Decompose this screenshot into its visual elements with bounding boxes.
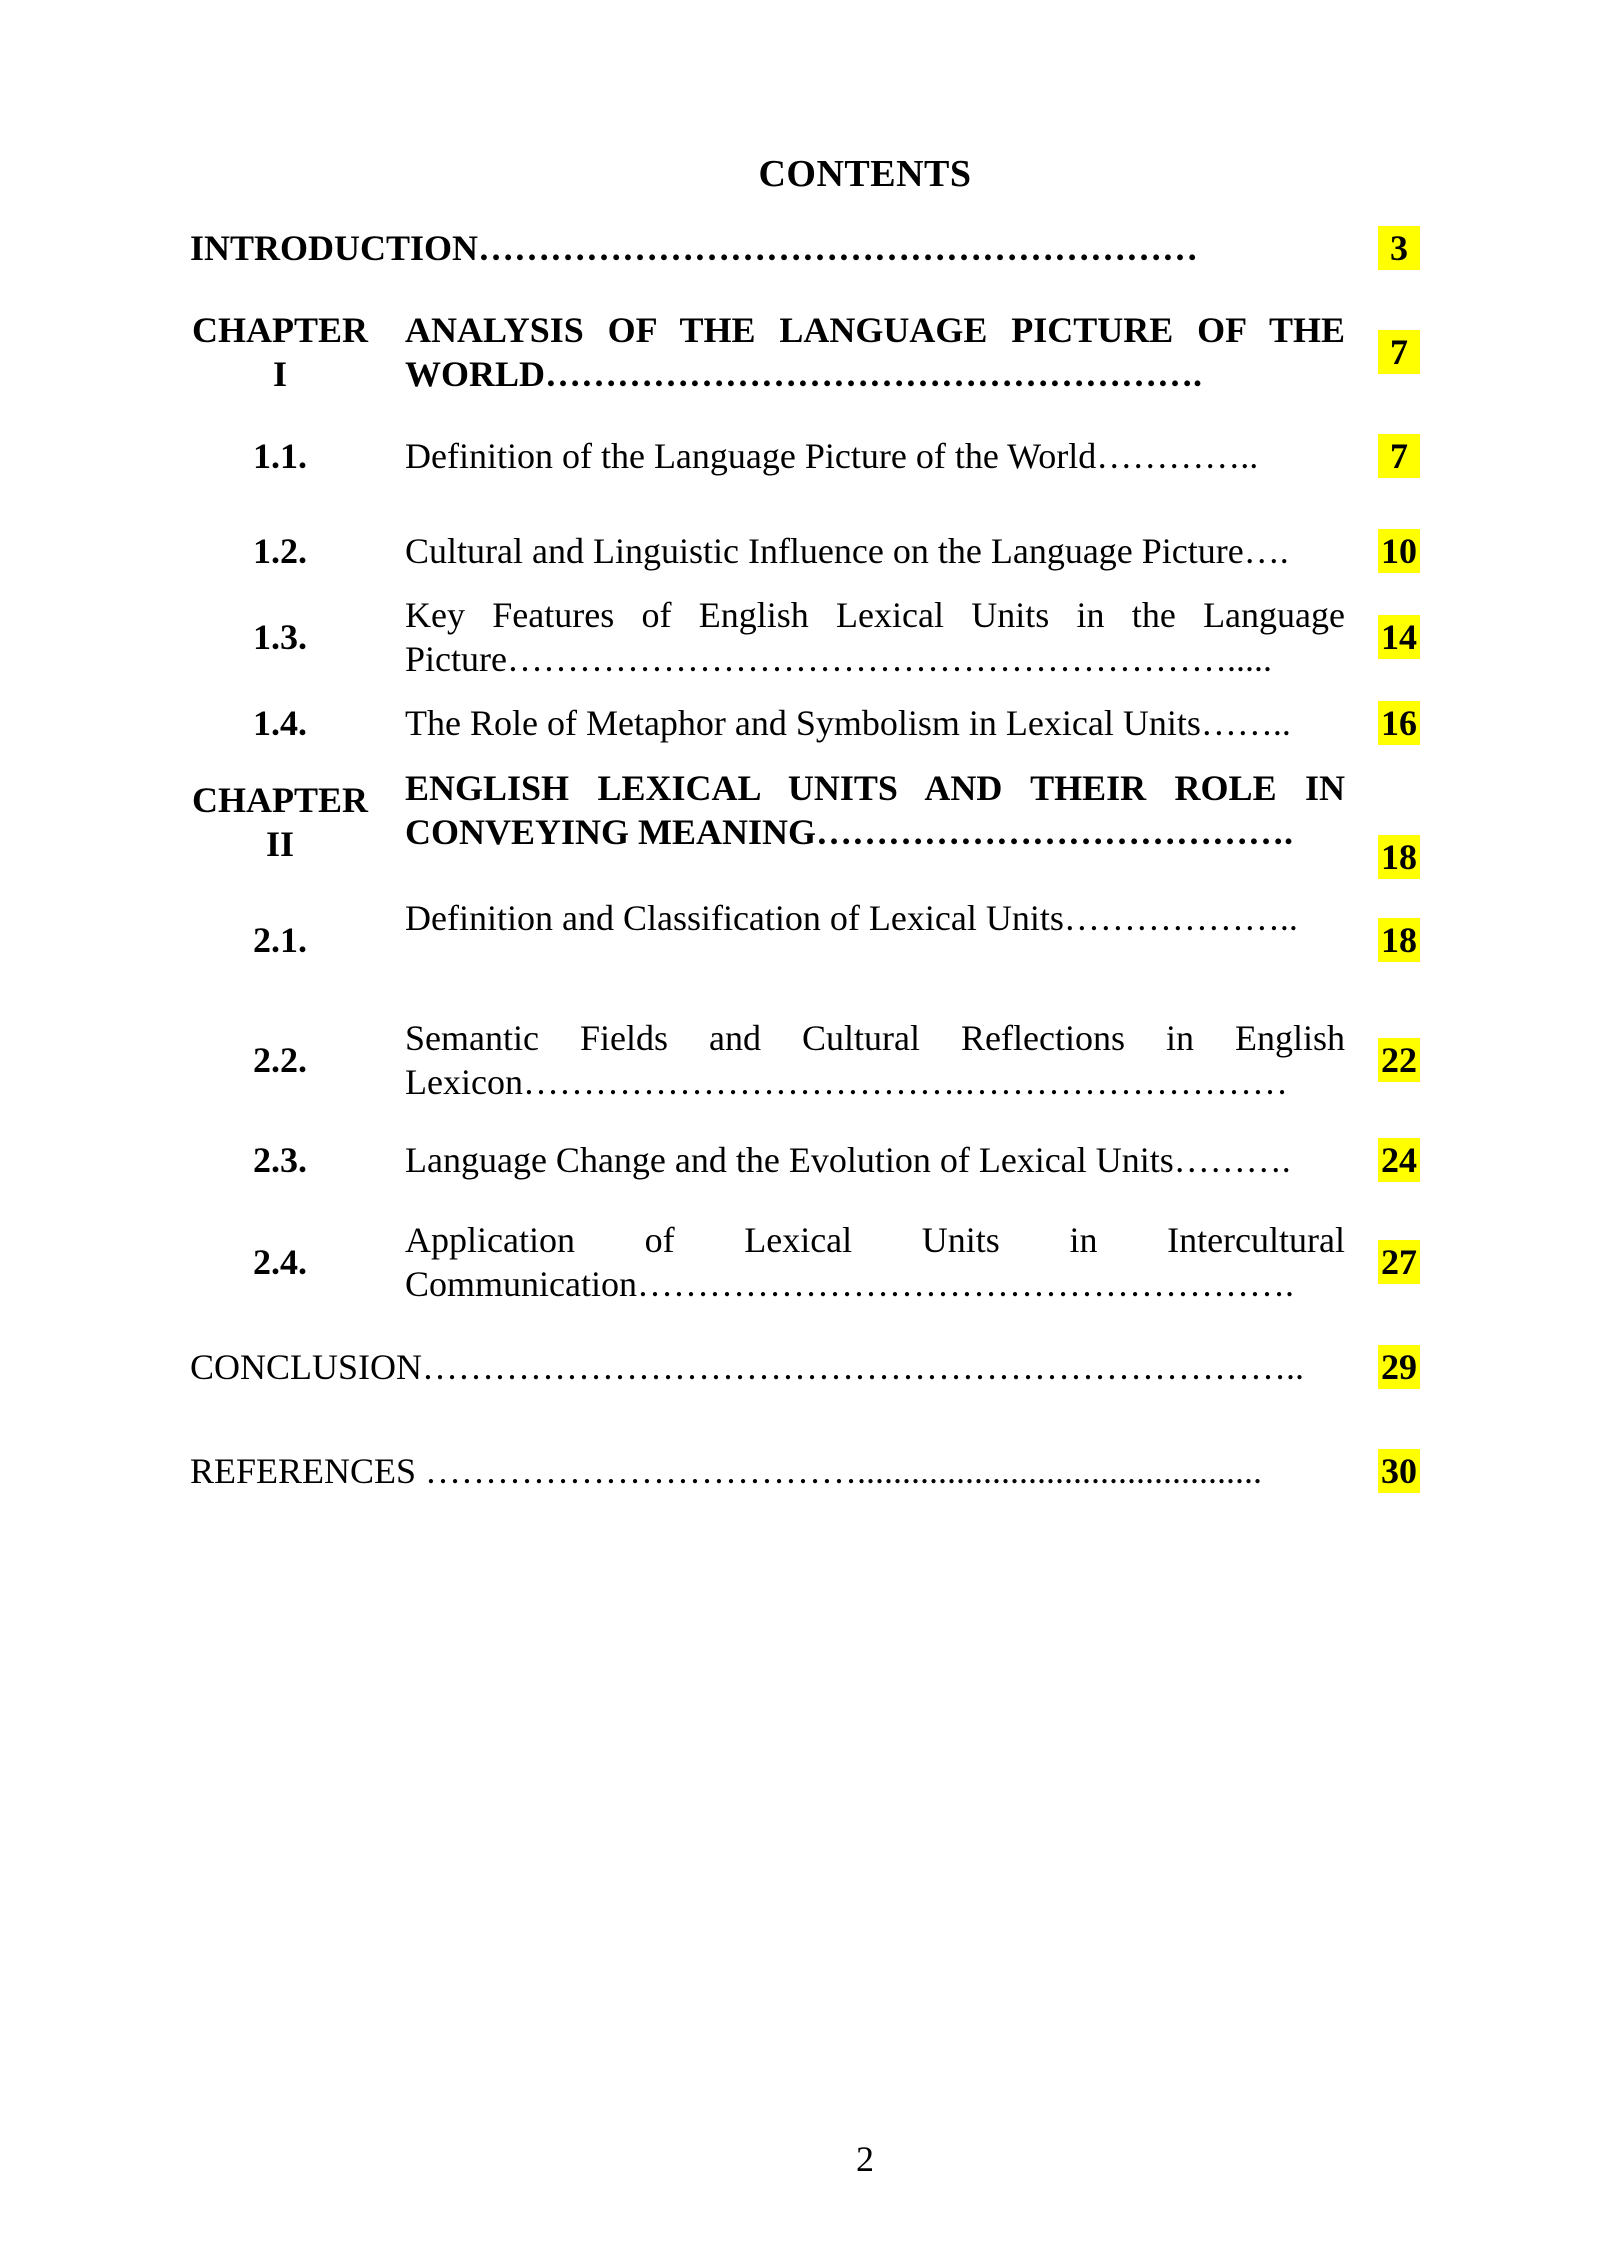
chapter-2-label-line2: II (265, 824, 295, 864)
section-title: The Role of Metaphor and Symbolism in Lexical Units…….. (405, 703, 1291, 743)
section-title: Semantic Fields and Cultural Reflections in English Lexicon……………………………….……………………… (405, 1018, 1345, 1102)
chapter-2-title: ENGLISH LEXICAL UNITS AND THEIR ROLE IN CONVEYING MEANING…………………………………. (405, 768, 1345, 852)
page-number-highlight: 22 (1378, 1038, 1420, 1082)
chapter-1-label-line1: CHAPTER (191, 310, 368, 350)
page-number-highlight: 27 (1378, 1240, 1420, 1284)
section-number: 1.3. (253, 617, 307, 657)
page-number-highlight: 7 (1378, 330, 1420, 374)
conclusion-label: CONCLUSION……………………………………………………………….. (190, 1347, 1305, 1387)
chapter-1-label-line2: I (272, 354, 287, 394)
section-number: 1.4. (253, 703, 307, 743)
page-number-highlight: 10 (1378, 529, 1420, 573)
page-number-highlight: 16 (1378, 701, 1420, 745)
section-number: 2.1. (253, 920, 307, 960)
section-title: Definition of the Language Picture of the World………….. (405, 436, 1259, 476)
page-number-highlight: 29 (1378, 1345, 1420, 1389)
chapter-1-title: ANALYSIS OF THE LANGUAGE PICTURE OF THE WORLD………………………………………………. (405, 310, 1345, 394)
section-title: Key Features of English Lexical Units in the Language Picture……………………………………………………..... (405, 595, 1345, 679)
section-title: Definition and Classification of Lexical Units……………….. (405, 898, 1298, 938)
section-title: Language Change and the Evolution of Lexical Units………. (405, 1140, 1291, 1180)
section-number: 1.1. (253, 436, 307, 476)
toc-entry-2-4 (0, 1218, 1600, 1306)
page-number-highlight: 18 (1378, 835, 1420, 879)
toc-entry-1-3 (0, 593, 1600, 681)
toc-entry-chapter-2 (0, 766, 1600, 896)
section-number: 2.3. (253, 1140, 307, 1180)
section-number: 2.4. (253, 1242, 307, 1282)
page-number-highlight: 24 (1378, 1138, 1420, 1182)
page-number-highlight: 30 (1378, 1449, 1420, 1493)
page-number-highlight: 18 (1378, 918, 1420, 962)
section-title: Cultural and Linguistic Influence on the Language Picture…. (405, 531, 1289, 571)
page-number-highlight: 3 (1378, 226, 1420, 270)
page-number-highlight: 14 (1378, 615, 1420, 659)
toc-entry-2-2 (0, 1016, 1600, 1104)
contents-heading: CONTENTS (758, 153, 972, 195)
section-title: Application of Lexical Units in Intercultural Communication………………………………………………. (405, 1220, 1345, 1304)
toc-entry-chapter-1 (0, 308, 1600, 404)
toc-entry-2-1 (0, 896, 1600, 984)
section-number: 1.2. (253, 531, 307, 571)
introduction-label: INTRODUCTION…………………………………………………… (190, 228, 1199, 268)
references-label: REFERENCES ………………………………............................................. (190, 1451, 1263, 1491)
chapter-2-label-line1: CHAPTER (191, 780, 368, 820)
page-number-footer: 2 (856, 2139, 874, 2179)
section-number: 2.2. (253, 1040, 307, 1080)
page-number-highlight: 7 (1378, 434, 1420, 478)
